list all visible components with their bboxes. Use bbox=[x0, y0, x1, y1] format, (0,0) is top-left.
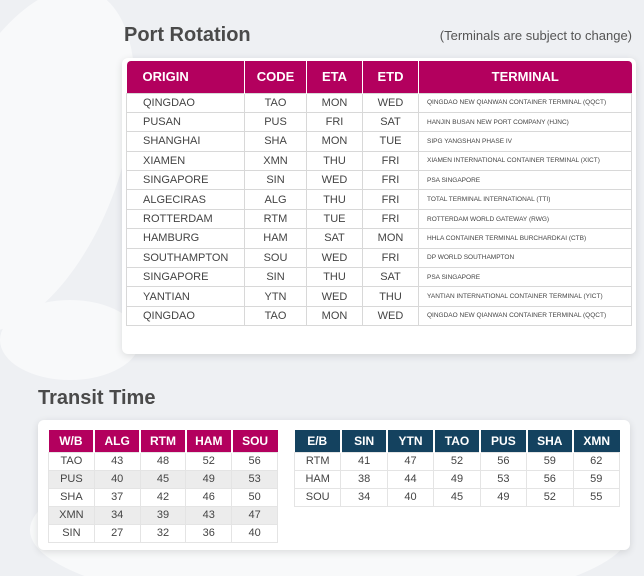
code-cell: SOU bbox=[245, 248, 307, 267]
value-cell: 47 bbox=[387, 452, 433, 470]
header-origin: ORIGIN bbox=[127, 61, 245, 93]
wb-header-alg: ALG bbox=[94, 430, 140, 452]
westbound-transit-table bbox=[48, 430, 278, 543]
eastbound-row bbox=[295, 452, 620, 470]
term-cell: PSA SINGAPORE bbox=[419, 268, 632, 287]
term-cell: QINGDAO NEW QIANWAN CONTAINER TERMINAL (QQCT) bbox=[419, 93, 632, 112]
eastbound-row bbox=[295, 470, 620, 488]
eb-header-ytn: YTN bbox=[387, 430, 433, 452]
port-rotation-row bbox=[127, 151, 632, 170]
eastbound-row bbox=[295, 488, 620, 506]
code-cell: HAM bbox=[245, 229, 307, 248]
westbound-row bbox=[49, 506, 278, 524]
port-rotation-row bbox=[127, 132, 632, 151]
value-cell: 52 bbox=[434, 452, 480, 470]
code-cell: PUS bbox=[245, 112, 307, 131]
origin-cell: SINGAPORE bbox=[127, 171, 245, 190]
origin-cell: SHANGHAI bbox=[127, 132, 245, 151]
eb-header-sha: SHA bbox=[527, 430, 573, 452]
header-terminal: TERMINAL bbox=[419, 61, 632, 93]
code-cell: TAO bbox=[245, 306, 307, 325]
port-rotation-row bbox=[127, 306, 632, 325]
port-rotation-row bbox=[127, 190, 632, 209]
origin-cell: SOUTHAMPTON bbox=[127, 248, 245, 267]
code-cell: SIN bbox=[245, 171, 307, 190]
value-cell: 50 bbox=[232, 488, 278, 506]
etd-cell: FRI bbox=[363, 190, 419, 209]
port-rotation-row bbox=[127, 93, 632, 112]
origin-cell: ALGECIRAS bbox=[127, 190, 245, 209]
value-cell: 56 bbox=[480, 452, 526, 470]
etd-cell: FRI bbox=[363, 171, 419, 190]
eta-cell: MON bbox=[307, 93, 363, 112]
port-rotation-row bbox=[127, 229, 632, 248]
etd-cell: FRI bbox=[363, 151, 419, 170]
term-cell: ROTTERDAM WORLD GATEWAY (RWG) bbox=[419, 209, 632, 228]
eta-cell: MON bbox=[307, 306, 363, 325]
value-cell: 37 bbox=[94, 488, 140, 506]
terminal-change-note: (Terminals are subject to change) bbox=[439, 28, 632, 43]
header-eta: ETA bbox=[307, 61, 363, 93]
eb-header-e-b: E/B bbox=[295, 430, 341, 452]
origin-cell: ROTTERDAM bbox=[127, 209, 245, 228]
port-rotation-title: Port Rotation bbox=[124, 24, 251, 46]
origin-port-cell: SIN bbox=[49, 524, 95, 542]
origin-cell: HAMBURG bbox=[127, 229, 245, 248]
code-cell: SIN bbox=[245, 268, 307, 287]
eta-cell: THU bbox=[307, 190, 363, 209]
value-cell: 34 bbox=[94, 506, 140, 524]
value-cell: 48 bbox=[140, 452, 186, 470]
origin-cell: XIAMEN bbox=[127, 151, 245, 170]
value-cell: 56 bbox=[527, 470, 573, 488]
value-cell: 34 bbox=[341, 488, 387, 506]
value-cell: 43 bbox=[186, 506, 232, 524]
value-cell: 59 bbox=[573, 470, 619, 488]
value-cell: 46 bbox=[186, 488, 232, 506]
eb-header-xmn: XMN bbox=[573, 430, 619, 452]
eta-cell: THU bbox=[307, 268, 363, 287]
value-cell: 42 bbox=[140, 488, 186, 506]
origin-port-cell: HAM bbox=[295, 470, 341, 488]
etd-cell: TUE bbox=[363, 132, 419, 151]
value-cell: 53 bbox=[480, 470, 526, 488]
wb-header-rtm: RTM bbox=[140, 430, 186, 452]
value-cell: 55 bbox=[573, 488, 619, 506]
code-cell: TAO bbox=[245, 93, 307, 112]
origin-port-cell: SOU bbox=[295, 488, 341, 506]
origin-cell: QINGDAO bbox=[127, 306, 245, 325]
westbound-row bbox=[49, 470, 278, 488]
eta-cell: WED bbox=[307, 248, 363, 267]
term-cell: PSA SINGAPORE bbox=[419, 171, 632, 190]
wb-header-ham: HAM bbox=[186, 430, 232, 452]
value-cell: 41 bbox=[341, 452, 387, 470]
term-cell: QINGDAO NEW QIANWAN CONTAINER TERMINAL (QQCT) bbox=[419, 306, 632, 325]
value-cell: 59 bbox=[527, 452, 573, 470]
origin-cell: PUSAN bbox=[127, 112, 245, 131]
origin-cell: YANTIAN bbox=[127, 287, 245, 306]
port-rotation-table bbox=[126, 61, 632, 326]
term-cell: DP WORLD SOUTHAMPTON bbox=[419, 248, 632, 267]
eb-header-tao: TAO bbox=[434, 430, 480, 452]
eta-cell: FRI bbox=[307, 112, 363, 131]
port-rotation-card bbox=[122, 58, 636, 354]
term-cell: HANJIN BUSAN NEW PORT COMPANY (HJNC) bbox=[419, 112, 632, 131]
origin-cell: QINGDAO bbox=[127, 93, 245, 112]
code-cell: YTN bbox=[245, 287, 307, 306]
port-rotation-row bbox=[127, 209, 632, 228]
origin-cell: SINGAPORE bbox=[127, 268, 245, 287]
value-cell: 52 bbox=[186, 452, 232, 470]
value-cell: 32 bbox=[140, 524, 186, 542]
header-code: CODE bbox=[245, 61, 307, 93]
origin-port-cell: XMN bbox=[49, 506, 95, 524]
origin-port-cell: SHA bbox=[49, 488, 95, 506]
etd-cell: FRI bbox=[363, 209, 419, 228]
value-cell: 62 bbox=[573, 452, 619, 470]
term-cell: YANTIAN INTERNATIONAL CONTAINER TERMINAL (YICT) bbox=[419, 287, 632, 306]
westbound-header-row bbox=[49, 430, 278, 452]
header-etd: ETD bbox=[363, 61, 419, 93]
westbound-row bbox=[49, 452, 278, 470]
etd-cell: FRI bbox=[363, 248, 419, 267]
wb-header-w-b: W/B bbox=[49, 430, 95, 452]
etd-cell: WED bbox=[363, 93, 419, 112]
value-cell: 40 bbox=[387, 488, 433, 506]
code-cell: SHA bbox=[245, 132, 307, 151]
transit-time-card bbox=[38, 420, 630, 550]
port-rotation-row bbox=[127, 171, 632, 190]
eastbound-transit-table bbox=[294, 430, 620, 507]
etd-cell: WED bbox=[363, 306, 419, 325]
value-cell: 38 bbox=[341, 470, 387, 488]
eta-cell: MON bbox=[307, 132, 363, 151]
value-cell: 43 bbox=[94, 452, 140, 470]
etd-cell: SAT bbox=[363, 268, 419, 287]
port-rotation-row bbox=[127, 287, 632, 306]
port-rotation-row bbox=[127, 248, 632, 267]
eastbound-header-row bbox=[295, 430, 620, 452]
eta-cell: SAT bbox=[307, 229, 363, 248]
value-cell: 40 bbox=[232, 524, 278, 542]
code-cell: XMN bbox=[245, 151, 307, 170]
value-cell: 53 bbox=[232, 470, 278, 488]
etd-cell: SAT bbox=[363, 112, 419, 131]
term-cell: TOTAL TERMINAL INTERNATIONAL (TTI) bbox=[419, 190, 632, 209]
value-cell: 44 bbox=[387, 470, 433, 488]
eta-cell: TUE bbox=[307, 209, 363, 228]
westbound-row bbox=[49, 524, 278, 542]
value-cell: 45 bbox=[434, 488, 480, 506]
value-cell: 45 bbox=[140, 470, 186, 488]
eb-header-sin: SIN bbox=[341, 430, 387, 452]
origin-port-cell: PUS bbox=[49, 470, 95, 488]
wb-header-sou: SOU bbox=[232, 430, 278, 452]
code-cell: ALG bbox=[245, 190, 307, 209]
value-cell: 47 bbox=[232, 506, 278, 524]
westbound-row bbox=[49, 488, 278, 506]
value-cell: 49 bbox=[480, 488, 526, 506]
etd-cell: MON bbox=[363, 229, 419, 248]
origin-port-cell: RTM bbox=[295, 452, 341, 470]
value-cell: 49 bbox=[186, 470, 232, 488]
code-cell: RTM bbox=[245, 209, 307, 228]
value-cell: 40 bbox=[94, 470, 140, 488]
eta-cell: THU bbox=[307, 151, 363, 170]
term-cell: SIPG YANGSHAN PHASE IV bbox=[419, 132, 632, 151]
term-cell: XIAMEN INTERNATIONAL CONTAINER TERMINAL (XICT) bbox=[419, 151, 632, 170]
eb-header-pus: PUS bbox=[480, 430, 526, 452]
value-cell: 52 bbox=[527, 488, 573, 506]
origin-port-cell: TAO bbox=[49, 452, 95, 470]
term-cell: HHLA CONTAINER TERMINAL BURCHARDKAI (CTB) bbox=[419, 229, 632, 248]
value-cell: 36 bbox=[186, 524, 232, 542]
port-rotation-row bbox=[127, 112, 632, 131]
port-rotation-header-row bbox=[127, 61, 632, 93]
background-map-shape bbox=[0, 300, 140, 380]
value-cell: 56 bbox=[232, 452, 278, 470]
value-cell: 39 bbox=[140, 506, 186, 524]
value-cell: 49 bbox=[434, 470, 480, 488]
port-rotation-row bbox=[127, 268, 632, 287]
value-cell: 27 bbox=[94, 524, 140, 542]
eta-cell: WED bbox=[307, 171, 363, 190]
transit-time-title: Transit Time bbox=[38, 387, 156, 409]
eta-cell: WED bbox=[307, 287, 363, 306]
etd-cell: THU bbox=[363, 287, 419, 306]
